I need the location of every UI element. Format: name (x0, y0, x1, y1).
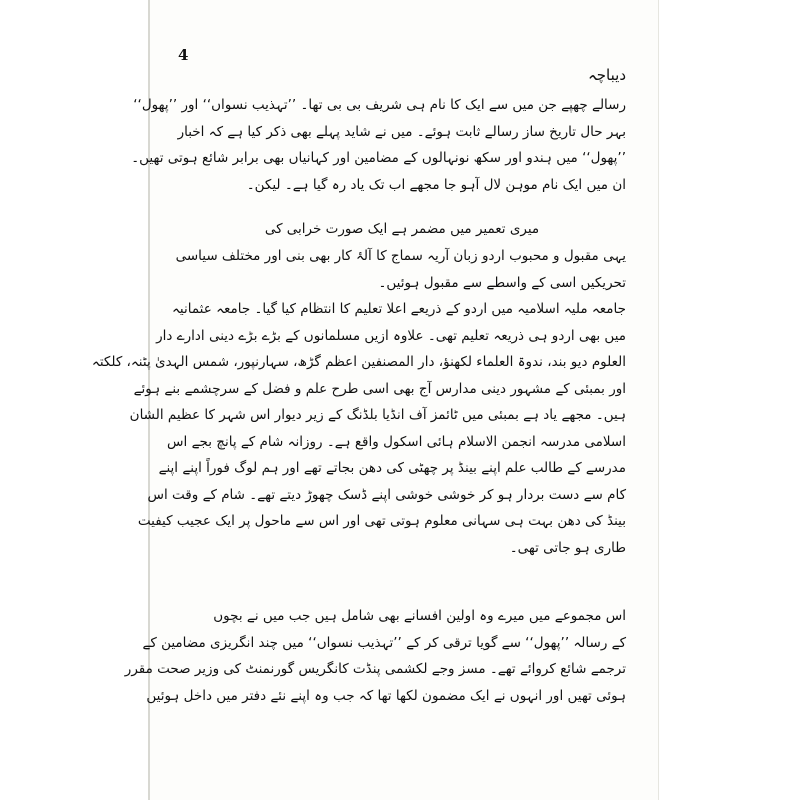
text-line: بینڈ کی دھن بہت ہی سہانی معلوم ہوتی تھی اور اس سے ماحول پر ایک عجیب کیفیت (137, 513, 626, 529)
paragraph-1 (131, 92, 626, 198)
text-line: مدرسے کے طالب علم اپنے بینڈ پر چھٹی کی دھن بجاتے تھے اور ہم لوگ فوراً اپنے اپنے (158, 460, 626, 476)
text-line: ترجمے شائع کروائے تھے۔ مسز وجے لکشمی پنڈت کانگریس گورنمنٹ کی وزیر صحت مقرر (124, 661, 626, 677)
text-line: میں بھی اردو ہی ذریعہ تعلیم تھی۔ علاوہ ازیں مسلمانوں کے بڑے بڑے دینی ادارے دار (156, 327, 626, 344)
paragraph-2 (91, 243, 626, 561)
text-line: ان میں ایک نام موہن لال آہو جا مجھے اب تک یاد رہ گیا ہے۔ لیکن۔ (246, 176, 626, 193)
text-line: ہوئی تھیں اور انہوں نے ایک مضمون لکھا تھا کہ جب وہ اپنے نئے دفتر میں داخل ہوئیں (146, 687, 626, 704)
text-line: اس مجموعے میں میرے وہ اولین افسانے بھی شامل ہیں جب میں نے بچوں (213, 608, 626, 624)
text-line: یہی مقبول و محبوب اردو زبان آریہ سماج کا آلۂ کار بھی بنی اور مختلف سیاسی (175, 248, 626, 264)
text-line: کے رسالہ ’’پھول‘‘ سے گویا ترقی کر کے ’’تہذیب نسواں‘‘ میں چند انگریزی مضامین کے (142, 634, 626, 651)
text-line: ’’پھول‘‘ میں ہندو اور سکھ نونہالوں کے مضامین اور کہانیاں بھی برابر شائع ہوتی تھیں۔ (131, 150, 626, 166)
paragraph-3 (124, 603, 626, 709)
text-line: العلوم دیو بند، ندوۃ العلماء لکھنؤ، دار المصنفین اعظم گڑھ، سہارنپور، شمس الہدیٰ پٹنہ، کلکتہ (91, 354, 626, 370)
text-line: اور بمبئی کے مشہور دینی مدارس آج بھی اسی طرح علم و فضل کے سرچشمے بنے ہوئے (133, 380, 626, 397)
text-line: رسالے چھپے جن میں سے ایک کا نام ہی شریف بی بی تھا۔ ’’تہذیب نسواں‘‘ اور ’’پھول‘‘ (133, 97, 626, 113)
page-number: 4 (178, 46, 189, 64)
running-header: دیباچہ (587, 66, 626, 84)
text-line: ہیں۔ مجھے یاد ہے بمبئی میں ٹائمز آف انڈیا بلڈنگ کے زیر دیوار اس شہر کا عظیم الشان (129, 407, 626, 423)
text-line: جامعہ ملیہ اسلامیہ میں اردو کے ذریعے اعلا تعلیم کا انتظام کیا گیا۔ جامعہ عثمانیہ (171, 301, 626, 317)
text-line: طاری ہو جاتی تھی۔ (509, 539, 626, 556)
text-line: تحریکیں اسی کے واسطے سے مقبول ہوئیں۔ (378, 274, 626, 291)
text-line: اسلامی مدرسہ انجمن الاسلام ہائی اسکول واقع ہے۔ روزانہ شام کے پانچ بجے اس (167, 433, 626, 450)
text-line: بہر حال تاریخ ساز رسالے ثابت ہوئے۔ میں نے شاید پہلے بھی ذکر کیا ہے کہ اخبار (177, 123, 626, 140)
verse-line: میری تعمیر میں مضمر ہے ایک صورت خرابی کی (264, 221, 540, 237)
text-line: کام سے دست بردار ہو کر خوشی خوشی اپنے ڈسک چھوڑ دیتے تھے۔ شام کے وقت اس (147, 486, 626, 503)
